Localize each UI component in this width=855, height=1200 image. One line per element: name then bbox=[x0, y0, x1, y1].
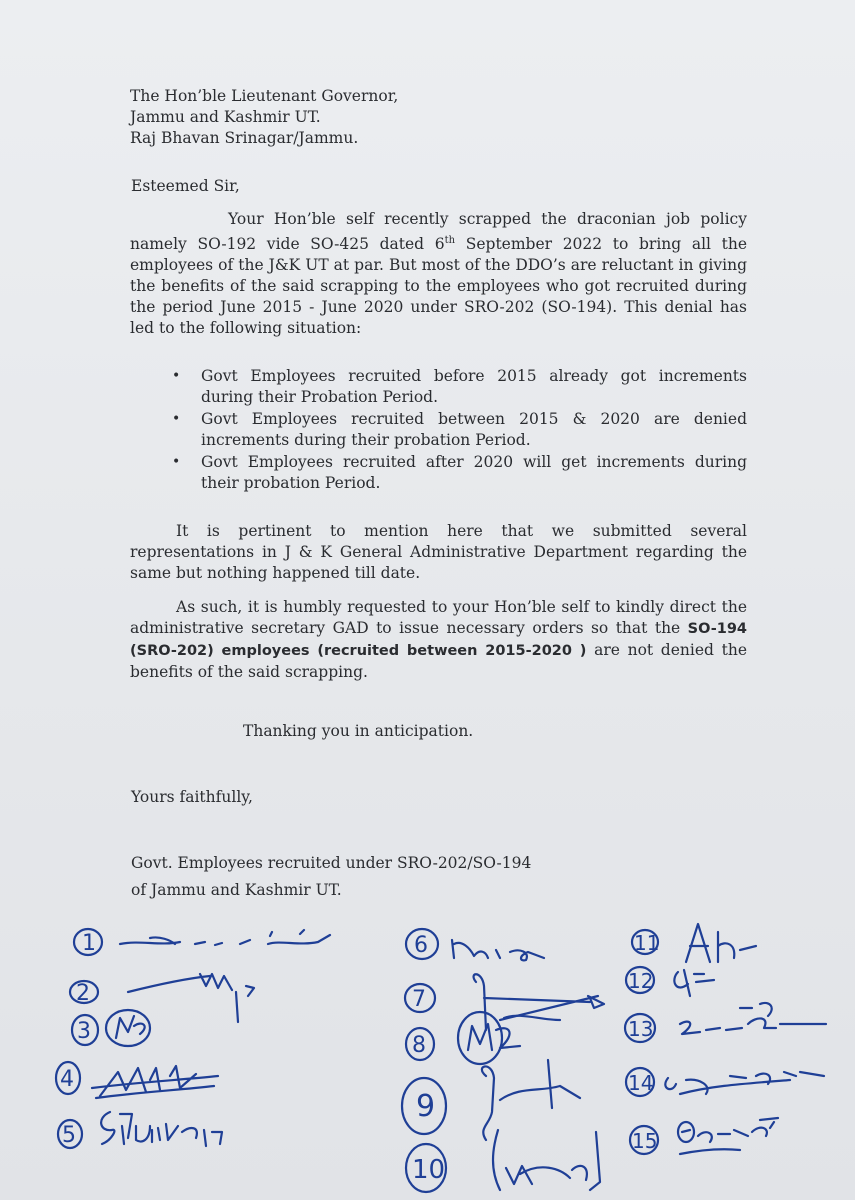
signature-entry bbox=[406, 1012, 560, 1064]
signature-stroke bbox=[493, 1130, 600, 1190]
signature-entry bbox=[626, 1068, 824, 1096]
handwritten-signatures bbox=[0, 900, 855, 1200]
signature-stroke bbox=[674, 970, 714, 996]
signature-stroke bbox=[92, 1066, 218, 1098]
signature-stroke bbox=[452, 940, 544, 960]
address-line: Jammu and Kashmir UT. bbox=[130, 108, 321, 126]
recipient-address bbox=[130, 86, 398, 149]
list-item bbox=[172, 452, 747, 494]
signature-number: 8 bbox=[412, 1033, 426, 1058]
signature-stroke bbox=[468, 1016, 560, 1050]
signature-entry bbox=[70, 974, 254, 1022]
paragraph-1-text-b: September 2022 to bring all the employees of the J&K UT at par. But most of the DDO’s are reluctant in giving the benefits of the said scrapping to the employees who got recruited during the period June 2015 - June 2020 under SRO-202 (SO-194). This denial has led to the following situation: bbox=[130, 235, 748, 338]
list-item bbox=[172, 366, 747, 408]
signature-stroke bbox=[680, 1003, 826, 1034]
address-line: The Hon’ble Lieutenant Governor, bbox=[130, 87, 399, 105]
signature-entry bbox=[56, 1062, 218, 1098]
signature-number: 5 bbox=[62, 1123, 76, 1148]
list-item-text: Govt Employees recruited after 2020 will get increments during their probation Period. bbox=[201, 453, 747, 492]
signature-number: 7 bbox=[412, 987, 426, 1012]
signature-number: 14 bbox=[628, 1071, 654, 1095]
bullet-icon: • bbox=[172, 411, 181, 427]
signatory-line-2: of Jammu and Kashmir UT. bbox=[131, 881, 342, 899]
signature-number: 11 bbox=[634, 931, 660, 955]
signature-entry bbox=[405, 974, 604, 1030]
signature-stroke bbox=[680, 1118, 778, 1154]
signature-number: 4 bbox=[60, 1067, 74, 1092]
salutation: Esteemed Sir, bbox=[131, 177, 240, 195]
signature-entry bbox=[74, 929, 330, 956]
signature-entry bbox=[625, 1003, 826, 1042]
signature-stroke bbox=[474, 974, 604, 1030]
signature-entry bbox=[632, 924, 756, 962]
list-item bbox=[172, 409, 747, 451]
signature-stroke bbox=[458, 1012, 502, 1064]
signature-stroke bbox=[116, 1016, 145, 1038]
closing-line: Yours faithfully, bbox=[131, 788, 253, 806]
paragraph-1-text-a: Your Hon’ble self recently scrapped the draconian job policy namely SO-192 vide SO-425 dated 6 bbox=[130, 210, 747, 254]
paragraph-3-text-a: As such, it is humbly requested to your Hon’ble self to kindly direct the administrative secretary GAD to issue necessary orders so that the bbox=[130, 598, 747, 637]
signature-number: 2 bbox=[76, 981, 90, 1006]
signature-number: 13 bbox=[628, 1017, 654, 1041]
signature-entry bbox=[406, 1130, 600, 1192]
paragraph-3-text-b: are not denied the benefits of the said scrapping. bbox=[130, 641, 747, 681]
address-line: Raj Bhavan Srinagar/Jammu. bbox=[130, 129, 359, 147]
signature-stroke bbox=[101, 1112, 222, 1146]
signature-entry bbox=[58, 1112, 222, 1148]
signature-number: 10 bbox=[412, 1155, 446, 1185]
paragraph-3 bbox=[130, 597, 747, 683]
signature-stroke bbox=[665, 1072, 824, 1094]
thanks-line: Thanking you in anticipation. bbox=[243, 722, 474, 740]
signature-number: 6 bbox=[414, 933, 428, 958]
signature-entry bbox=[630, 1118, 778, 1154]
paragraph-2: It is pertinent to mention here that we submitted several representations in J & K General Administrative Department regarding the same but nothing happened till date. bbox=[130, 522, 747, 582]
signature-entry bbox=[626, 967, 714, 996]
paragraph-1 bbox=[130, 209, 747, 339]
bullet-icon: • bbox=[172, 454, 181, 470]
ordinal-suffix: th bbox=[444, 235, 456, 246]
signature-entry bbox=[406, 929, 544, 960]
situation-list bbox=[172, 366, 747, 495]
signature-number: 3 bbox=[77, 1019, 91, 1044]
list-item-text: Govt Employees recruited before 2015 already got increments during their Probation Period. bbox=[201, 367, 747, 406]
signatory-line-1: Govt. Employees recruited under SRO-202/SO-194 bbox=[131, 854, 532, 872]
signature-stroke bbox=[106, 1010, 150, 1046]
signature-stroke bbox=[120, 930, 330, 945]
bullet-icon: • bbox=[172, 368, 181, 384]
signature-number: 1 bbox=[82, 931, 96, 956]
signature-number: 12 bbox=[628, 969, 654, 993]
signature-entry bbox=[72, 1010, 150, 1046]
signature-stroke bbox=[128, 974, 254, 1022]
signature-stroke bbox=[482, 1060, 580, 1140]
signature-stroke bbox=[686, 924, 756, 962]
list-item-text: Govt Employees recruited between 2015 & 2020 are denied increments during their probation Period. bbox=[201, 410, 747, 449]
paragraph-3-bold-text: SO-194 (SRO-202) employees (recruited between 2015-2020 ) bbox=[130, 621, 747, 659]
signature-entry bbox=[402, 1060, 580, 1140]
signature-number: 9 bbox=[416, 1089, 436, 1124]
signature-number: 15 bbox=[632, 1129, 658, 1153]
